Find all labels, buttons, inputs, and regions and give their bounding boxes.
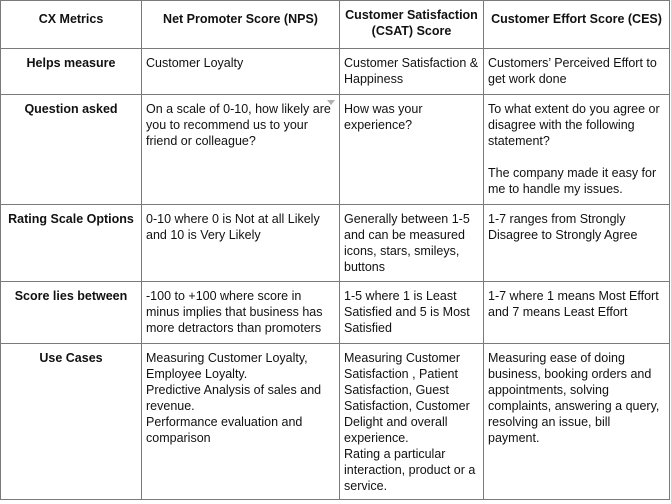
paragraph-gap bbox=[488, 149, 665, 165]
table-row bbox=[1, 205, 670, 282]
cell-nps-helps-measure: Customer Loyalty bbox=[142, 49, 340, 95]
row-label-question-asked: Question asked bbox=[1, 95, 142, 205]
nps-use-case-1: Measuring Customer Loyalty, Employee Loyalty. bbox=[146, 351, 308, 381]
cell-csat-score-lies: 1-5 where 1 is Least Satisfied and 5 is Most Satisfied bbox=[340, 282, 484, 344]
row-label-rating-scale: Rating Scale Options bbox=[1, 205, 142, 282]
cell-nps-rating-scale: 0-10 where 0 is Not at all Likely and 10 is Very Likely bbox=[142, 205, 340, 282]
nps-use-case-2: Predictive Analysis of sales and revenue. bbox=[146, 383, 322, 413]
cell-ces-rating-scale: 1-7 ranges from Strongly Disagree to Strongly Agree bbox=[484, 205, 670, 282]
dropdown-arrow-icon[interactable] bbox=[327, 100, 335, 105]
header-nps: Net Promoter Score (NPS) bbox=[142, 1, 340, 49]
cell-csat-rating-scale: Generally between 1-5 and can be measured icons, stars, smileys, buttons bbox=[340, 205, 484, 282]
row-label-use-cases: Use Cases bbox=[1, 344, 142, 500]
csat-use-case-2: Rating a particular interaction, product or a service. bbox=[344, 447, 476, 493]
header-ces: Customer Effort Score (CES) bbox=[484, 1, 670, 49]
header-cx-metrics: CX Metrics bbox=[1, 1, 142, 49]
header-row bbox=[1, 1, 670, 49]
header-csat: Customer Satisfaction (CSAT) Score bbox=[340, 1, 484, 49]
cell-csat-use-cases bbox=[340, 344, 484, 500]
table-row bbox=[1, 49, 670, 95]
row-label-score-lies: Score lies between bbox=[1, 282, 142, 344]
csat-use-case-1: Measuring Customer Satisfaction , Patient Satisfaction, Guest Satisfaction, Customer Delight and overall experience. bbox=[344, 351, 470, 445]
cell-ces-use-cases: Measuring ease of doing business, booking orders and appointments, solving complaints, answering a query, resolving an issue, bill payment. bbox=[484, 344, 670, 500]
table-row bbox=[1, 282, 670, 344]
cell-nps-score-lies: -100 to +100 where score in minus implies that business has more detractors than promoters bbox=[142, 282, 340, 344]
cell-csat-helps-measure: Customer Satisfaction & Happiness bbox=[340, 49, 484, 95]
nps-use-case-3: Performance evaluation and comparison bbox=[146, 415, 303, 445]
ces-question-text: To what extent do you agree or disagree with the following statement? bbox=[488, 102, 660, 148]
cell-nps-use-cases bbox=[142, 344, 340, 500]
row-label-helps-measure: Helps measure bbox=[1, 49, 142, 95]
ces-question-statement: The company made it easy for me to handle my issues. bbox=[488, 166, 657, 196]
cell-csat-question-asked: How was your experience? bbox=[340, 95, 484, 205]
cell-nps-question-asked[interactable]: On a scale of 0-10, how likely are you to recommend us to your friend or colleague? bbox=[142, 95, 340, 205]
table-row bbox=[1, 95, 670, 205]
cell-ces-helps-measure: Customers’ Perceived Effort to get work done bbox=[484, 49, 670, 95]
cell-ces-question-asked bbox=[484, 95, 670, 205]
table-row bbox=[1, 344, 670, 500]
cell-ces-score-lies: 1-7 where 1 means Most Effort and 7 means Least Effort bbox=[484, 282, 670, 344]
